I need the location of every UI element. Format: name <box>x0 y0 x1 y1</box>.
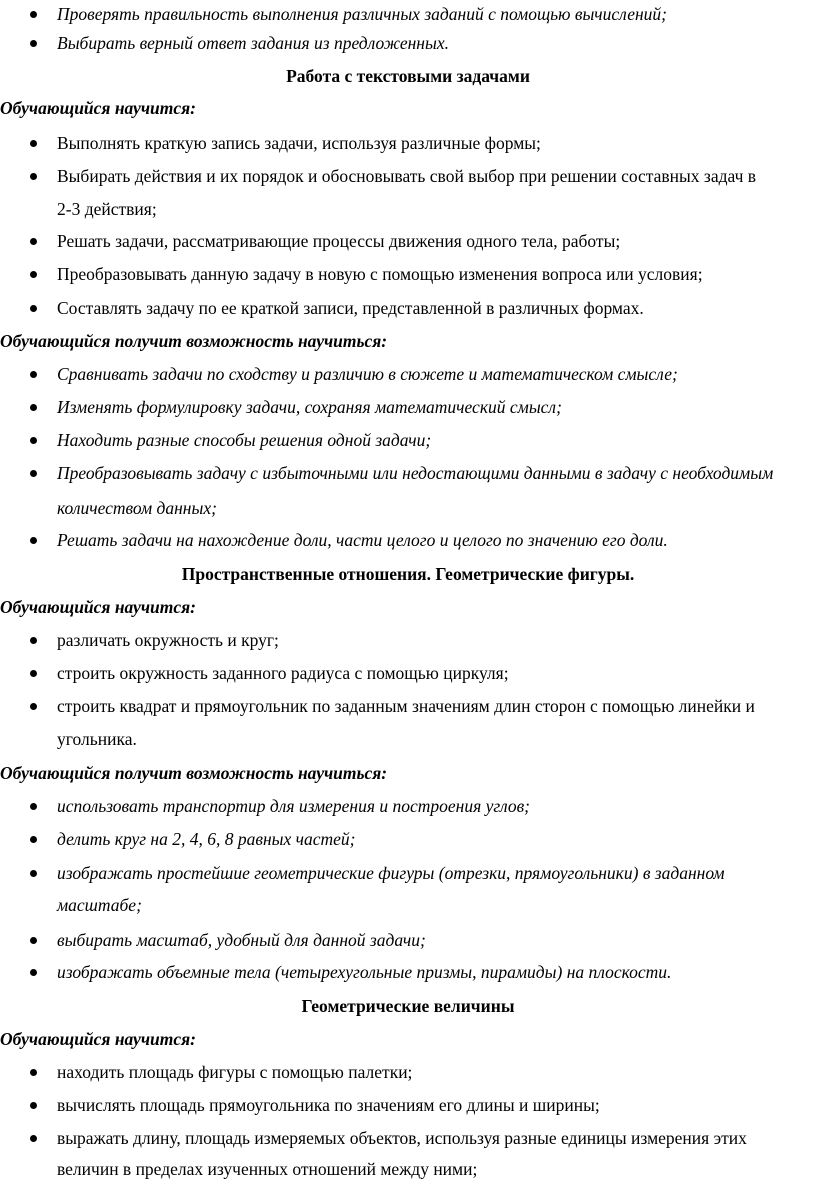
bullet-icon <box>30 969 37 976</box>
bullet-icon <box>30 173 37 180</box>
list-item-text: находить площадь фигуры с помощью палетки; <box>57 1062 413 1082</box>
learner-subheading: Обучающийся научится: <box>0 98 196 118</box>
bullet-icon <box>30 371 37 378</box>
list-item-text: Преобразовывать задачу с избыточными или недостающими данными в задачу с необходимым <box>57 463 774 483</box>
learner-subheading: Обучающийся получит возможность научиться: <box>0 331 388 351</box>
list-item-text: вычислять площадь прямоугольника по значениям его длины и ширины; <box>57 1095 600 1115</box>
list-item-text: изображать объемные тела (четырехугольные призмы, пирамиды) на плоскости. <box>57 962 672 982</box>
bullet-icon <box>30 238 37 245</box>
list-item-text: величин в пределах изученных отношений между ними; <box>57 1159 478 1179</box>
list-item-text: Составлять задачу по ее краткой записи, представленной в различных формах. <box>57 298 644 318</box>
list-item-text: Сравнивать задачи по сходству и различию в сюжете и математическом смысле; <box>57 364 678 384</box>
bullet-icon <box>30 1135 37 1142</box>
bullet-icon <box>30 271 37 278</box>
bullet-icon <box>30 140 37 147</box>
list-item-text: Изменять формулировку задачи, сохраняя математический смысл; <box>57 397 562 417</box>
bullet-icon <box>30 537 37 544</box>
list-item-text: делить круг на 2, 4, 6, 8 равных частей; <box>57 829 356 849</box>
bullet-icon <box>30 670 37 677</box>
learner-subheading: Обучающийся научится: <box>0 597 196 617</box>
bullet-icon <box>30 803 37 810</box>
bullet-icon <box>30 305 37 312</box>
bullet-icon <box>30 1102 37 1109</box>
learner-subheading: Обучающийся получит возможность научиться: <box>0 763 388 783</box>
bullet-icon <box>30 11 37 18</box>
bullet-icon <box>30 437 37 444</box>
list-item-text: количеством данных; <box>57 498 217 518</box>
section-heading: Работа с текстовыми задачами <box>286 66 530 86</box>
list-item-text: различать окружность и круг; <box>57 630 279 650</box>
bullet-icon <box>30 637 37 644</box>
bullet-icon <box>30 404 37 411</box>
list-item-text: угольника. <box>57 729 137 749</box>
bullet-icon <box>30 836 37 843</box>
list-item-text: 2-3 действия; <box>57 199 157 219</box>
bullet-icon <box>30 703 37 710</box>
section-heading: Пространственные отношения. Геометрические фигуры. <box>181 564 635 584</box>
list-item-text: использовать транспортир для измерения и построения углов; <box>57 796 530 816</box>
bullet-icon <box>30 40 37 47</box>
list-item-text: Выбирать действия и их порядок и обосновывать свой выбор при решении составных задач в <box>57 166 757 186</box>
list-item-text: Находить разные способы решения одной задачи; <box>57 430 432 450</box>
bullet-icon <box>30 470 37 477</box>
bullet-icon <box>30 937 37 944</box>
section-heading: Геометрические величины <box>301 996 515 1016</box>
bullet-icon <box>30 1069 37 1076</box>
list-item-text: строить квадрат и прямоугольник по заданным значениям длин сторон с помощью линейки и <box>57 696 755 716</box>
list-item-text: масштабе; <box>57 895 142 915</box>
learner-subheading: Обучающийся научится: <box>0 1029 196 1049</box>
list-item-text: Проверять правильность выполнения различных заданий с помощью вычислений; <box>57 4 668 24</box>
list-item-text: Выбирать верный ответ задания из предложенных. <box>57 33 449 53</box>
list-item-text: выбирать масштаб, удобный для данной задачи; <box>57 930 426 950</box>
list-item-text: Выполнять краткую запись задачи, используя различные формы; <box>57 133 541 153</box>
list-item-text: Решать задачи, рассматривающие процессы движения одного тела, работы; <box>57 231 621 251</box>
list-item-text: выражать длину, площадь измеряемых объектов, используя разные единицы измерения этих <box>57 1128 747 1148</box>
bullet-icon <box>30 870 37 877</box>
list-item-text: Решать задачи на нахождение доли, части целого и целого по значению его доли. <box>57 530 668 550</box>
list-item-text: строить окружность заданного радиуса с помощью циркуля; <box>57 663 509 683</box>
list-item-text: Преобразовывать данную задачу в новую с помощью изменения вопроса или условия; <box>57 264 703 284</box>
list-item-text: изображать простейшие геометрические фигуры (отрезки, прямоугольники) в заданном <box>57 863 725 883</box>
